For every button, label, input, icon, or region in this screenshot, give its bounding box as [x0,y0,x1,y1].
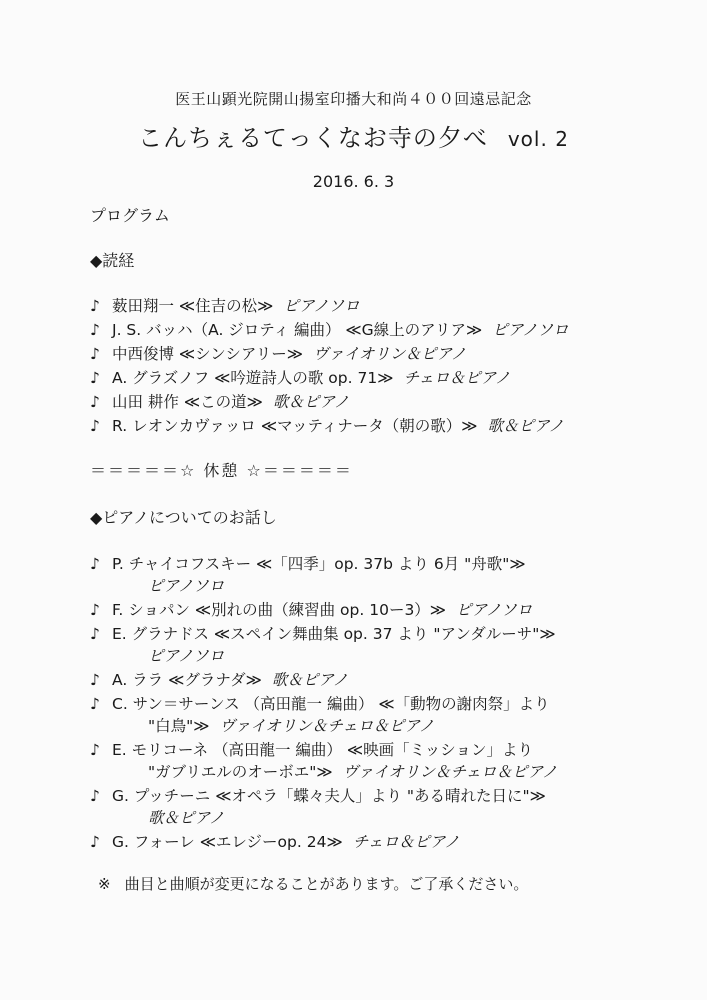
instrumentation: ピアノソロ [148,647,225,665]
program-item [90,294,650,318]
change-notice [98,873,528,894]
memorial-subtitle: 医王山顕光院開山揚室印播大和尚４００回遠忌記念 [175,90,532,108]
concert-date: 2016. 6. 3 [312,172,395,191]
music-note-icon: ♪ [90,671,100,689]
piece-title: A. ララ ≪グラナダ≫ [112,671,262,689]
piece-title: G. プッチーニ ≪オペラ「蝶々夫人」より "ある晴れた日に"≫ [112,787,546,805]
music-note-icon: ♪ [90,625,100,643]
program-item [90,738,650,762]
program-item [90,552,650,576]
music-note-icon: ♪ [90,417,100,435]
music-note-icon: ♪ [90,321,100,339]
instrumentation: ヴァイオリン＆チェロ＆ピアノ [219,717,435,735]
instrumentation: 歌＆ピアノ [487,417,564,435]
instrumentation: 歌＆ピアノ [272,393,350,411]
instrumentation: 歌＆ピアノ [148,809,225,827]
instrumentation: 歌＆ピアノ [271,671,349,689]
piece-title: 中西俊博 ≪シンシアリー≫ [112,345,303,363]
section-heading-piano-talk: ◆ピアノについてのお話し [90,508,277,527]
program-item-continuation [148,574,224,598]
volume-label: vol. 2 [507,127,569,151]
program-item [90,414,650,438]
piece-title: "ガブリエルのオーボエ"≫ [148,763,333,781]
piece-title: P. チャイコフスキー ≪「四季」op. 37b より 6月 "舟歌"≫ [112,555,526,573]
section-heading-sutra: ◆読経 [90,251,135,270]
piece-title: J. S. バッハ（A. ジロティ 編曲） ≪G線上のアリア≫ [112,321,483,339]
music-note-icon: ♪ [90,833,100,851]
concert-title [0,118,707,153]
notice-text: 曲目と曲順が変更になることがあります。ご了承ください。 [124,875,529,893]
piece-title: A. グラズノフ ≪吟遊詩人の歌 op. 71≫ [112,369,394,387]
reference-mark-icon: ※ [98,875,111,893]
instrumentation: チェロ＆ピアノ [352,833,460,851]
piece-title: E. グラナドス ≪スペイン舞曲集 op. 37 より "アンダルーサ"≫ [112,625,556,643]
instrumentation: ピアノソロ [456,601,533,619]
piece-title: E. モリコーネ （高田龍一 編曲） ≪映画「ミッション」より [112,741,533,759]
program-item [90,318,650,342]
piece-title: "白鳥"≫ [148,717,210,735]
program-item [90,830,650,854]
program-item [90,668,650,692]
piece-title: C. サン＝サーンス （高田龍一 編曲） ≪「動物の謝肉祭」より [112,695,550,713]
intermission-divider: ＝＝＝＝＝☆ 休憩 ☆＝＝＝＝＝ [90,461,353,480]
instrumentation: ピアノソロ [492,321,569,339]
music-note-icon: ♪ [90,787,100,805]
title-text: こんちぇるてっくなお寺の夕べ [138,124,488,152]
program-item [90,342,650,366]
instrumentation: ピアノソロ [148,577,225,595]
music-note-icon: ♪ [90,741,100,759]
music-note-icon: ♪ [90,695,100,713]
program-item-continuation [148,714,434,738]
program-item [90,784,650,808]
piece-title: R. レオンカヴァッロ ≪マッティナータ（朝の歌）≫ [112,417,478,435]
music-note-icon: ♪ [90,369,100,387]
program-item-continuation [148,644,224,668]
instrumentation: ヴァイオリン＆ピアノ [313,345,467,363]
music-note-icon: ♪ [90,393,100,411]
program-heading: プログラム [90,206,170,225]
program-item [90,692,650,716]
piece-title: F. ショパン ≪別れの曲（練習曲 op. 10ー3）≫ [112,601,447,619]
music-note-icon: ♪ [90,601,100,619]
program-item [90,366,650,390]
music-note-icon: ♪ [90,345,100,363]
music-note-icon: ♪ [90,297,100,315]
music-note-icon: ♪ [90,555,100,573]
program-item [90,598,650,622]
instrumentation: ヴァイオリン＆チェロ＆ピアノ [342,763,558,781]
piece-title: 薮田翔一 ≪住吉の松≫ [112,297,274,315]
instrumentation: チェロ＆ピアノ [403,369,511,387]
program-item [90,390,650,414]
program-item [90,622,650,646]
piece-title: 山田 耕作 ≪この道≫ [112,393,263,411]
program-item-continuation [148,760,557,784]
instrumentation: ピアノソロ [283,297,360,315]
piece-title: G. フォーレ ≪エレジーop. 24≫ [112,833,343,851]
program-item-continuation [148,806,224,830]
